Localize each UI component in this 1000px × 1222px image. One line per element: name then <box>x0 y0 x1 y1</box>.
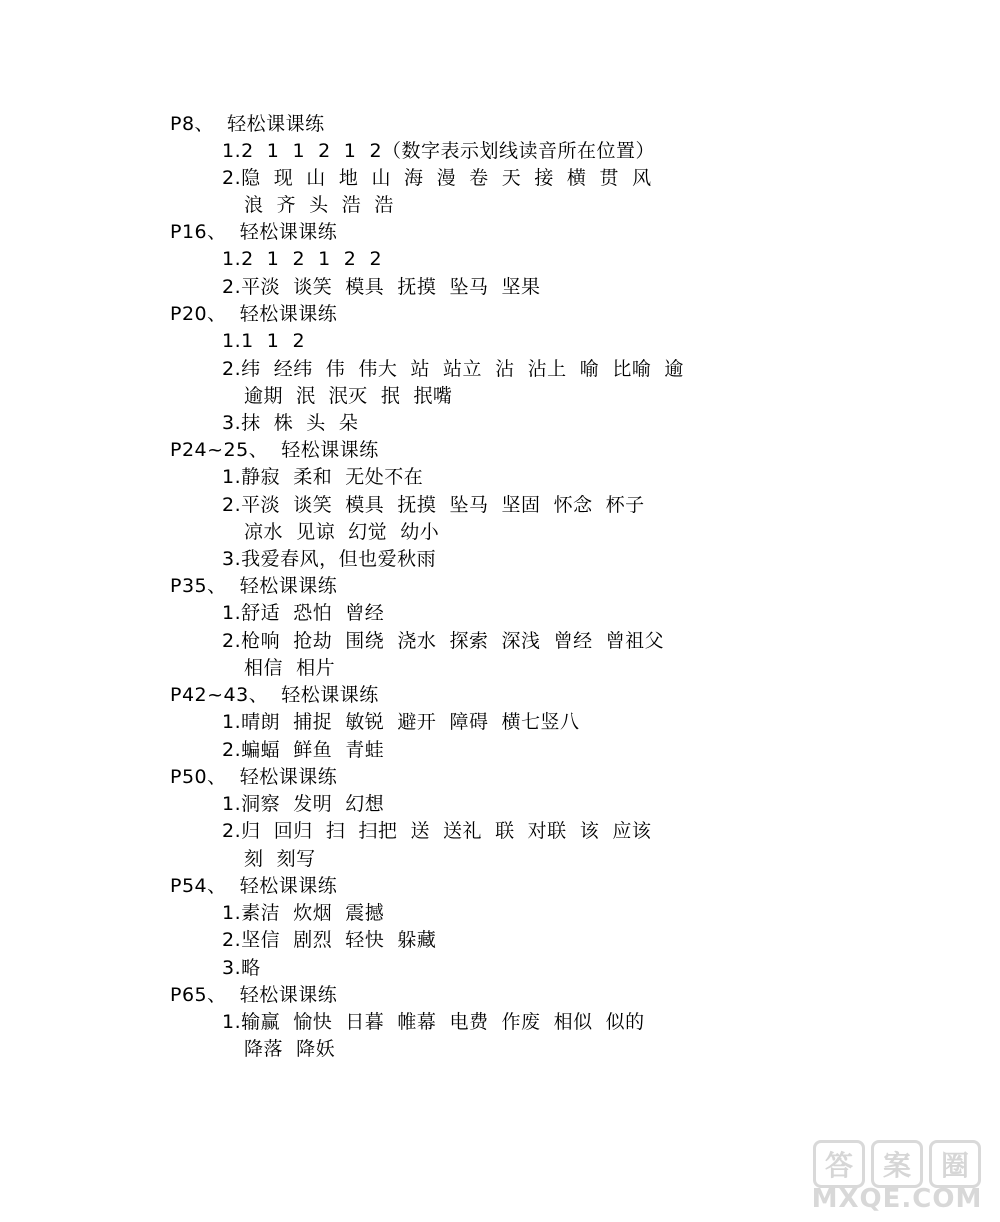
section-heading-p20: P20、 轻松课课练 <box>170 303 338 325</box>
answer-line: 1.输赢 愉快 日暮 帷幕 电费 作废 相似 似的 <box>222 1011 645 1033</box>
answer-line: 1.舒适 恐怕 曾经 <box>222 602 385 624</box>
watermark-logo <box>808 1140 986 1214</box>
answer-line: 2.蝙蝠 鲜鱼 青蛙 <box>222 739 385 761</box>
answer-line: 1.2 1 1 2 1 2（数字表示划线读音所在位置） <box>222 140 656 162</box>
answer-line: 2.平淡 谈笑 模具 抚摸 坠马 坚果 <box>222 276 541 298</box>
answer-line-continued: 降落 降妖 <box>244 1038 336 1060</box>
section-heading-p42-43: P42~43、 轻松课课练 <box>170 684 379 706</box>
answer-line: 2.归 回归 扫 扫把 送 送礼 联 对联 该 应该 <box>222 820 652 842</box>
answer-line: 2.坚信 剧烈 轻快 躲藏 <box>222 929 437 951</box>
answer-line: 3.略 <box>222 957 261 979</box>
answer-line-continued: 凉水 见谅 幻觉 幼小 <box>244 521 440 543</box>
watermark-glyph: 案 <box>871 1140 923 1188</box>
answer-line-continued: 逾期 泯 泯灭 抿 抿嘴 <box>244 385 453 407</box>
answer-line-continued: 刻 刻写 <box>244 848 316 870</box>
watermark-glyph: 圈 <box>929 1140 981 1188</box>
section-heading-p35: P35、 轻松课课练 <box>170 575 338 597</box>
answer-line-continued: 相信 相片 <box>244 657 336 679</box>
section-heading-p16: P16、 轻松课课练 <box>170 221 338 243</box>
answer-line: 1.静寂 柔和 无处不在 <box>222 466 424 488</box>
section-heading-p65: P65、 轻松课课练 <box>170 984 338 1006</box>
answer-line: 2.平淡 谈笑 模具 抚摸 坠马 坚固 怀念 杯子 <box>222 494 645 516</box>
answer-line: 3.我爱春风，但也爱秋雨 <box>222 548 437 570</box>
answer-line: 1.2 1 2 1 2 2 <box>222 248 383 270</box>
answer-line: 1.晴朗 捕捉 敏锐 避开 障碍 横七竖八 <box>222 711 580 733</box>
answer-line: 2.枪响 抢劫 围绕 浇水 探索 深浅 曾经 曾祖父 <box>222 630 665 652</box>
answer-line: 1.素洁 炊烟 震撼 <box>222 902 385 924</box>
section-heading-p54: P54、 轻松课课练 <box>170 875 338 897</box>
answer-line: 1.洞察 发明 幻想 <box>222 793 385 815</box>
answer-line: 3.抹 株 头 朵 <box>222 412 359 434</box>
answer-line: 1.1 1 2 <box>222 330 306 352</box>
answer-line: 2.隐 现 山 地 山 海 漫 卷 天 接 横 贯 风 <box>222 167 652 189</box>
watermark-glyph: 答 <box>813 1140 865 1188</box>
answer-line: 2.纬 经纬 伟 伟大 站 站立 沾 沾上 喻 比喻 逾 <box>222 358 684 380</box>
section-heading-p50: P50、 轻松课课练 <box>170 766 338 788</box>
section-heading-p24-25: P24~25、 轻松课课练 <box>170 439 379 461</box>
watermark-site: MXQE.COM <box>811 1184 983 1214</box>
section-heading-p8: P8、 轻松课课练 <box>170 113 325 135</box>
watermark-glyphs <box>808 1140 986 1188</box>
answer-line-continued: 浪 齐 头 浩 浩 <box>244 194 394 216</box>
